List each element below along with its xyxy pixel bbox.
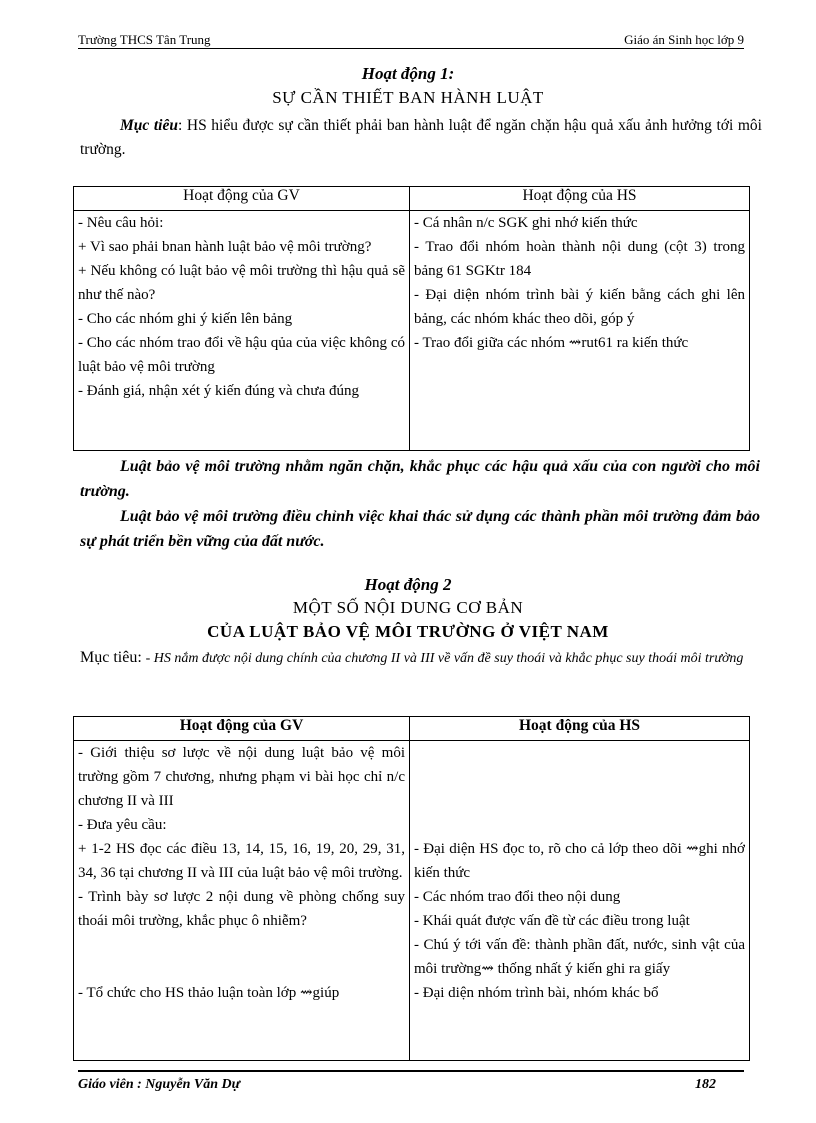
activity1-title: SỰ CẦN THIẾT BAN HÀNH LUẬT bbox=[272, 88, 544, 107]
gv-line: - Cho các nhóm trao đổi về hậu qủa của việc không có luật bảo vệ môi trường bbox=[78, 335, 405, 375]
gv-line: + 1-2 HS đọc các điều 13, 14, 15, 16, 19, 20, 29, 31, 34, 36 tại chương II và III của luật bảo vệ môi trường. bbox=[78, 841, 405, 881]
activity2-objective bbox=[80, 646, 762, 670]
gv-line: - Cho các nhóm ghi ý kiến lên bảng bbox=[78, 311, 293, 327]
hs-line: - Khái quát được vấn đề từ các điều trong luật bbox=[414, 913, 690, 929]
table1-hs-cell bbox=[410, 211, 750, 451]
gv-line: - Trình bày sơ lược 2 nội dung về phòng chống suy thoái môi trường, khắc phục ô nhiễm? bbox=[78, 889, 405, 929]
hs-line: - Đại diện HS đọc to, rõ cho cả lớp theo dõi ⇝ghi nhớ kiến thức bbox=[414, 841, 745, 881]
activity2-title-line2: CỦA LUẬT BẢO VỆ MÔI TRƯỜNG Ở VIỆT NAM bbox=[207, 622, 609, 641]
objective-label: Mục tiêu bbox=[120, 117, 178, 134]
activity2-heading: Hoạt động 2 bbox=[364, 575, 452, 594]
hs-line: - Đại diện nhóm trình bài, nhóm khác bổ bbox=[414, 985, 659, 1001]
table2-gv-cell bbox=[74, 741, 410, 1061]
gv-line: - Đánh giá, nhận xét ý kiến đúng và chưa đúng bbox=[78, 383, 359, 399]
teacher-label: Giáo viên : bbox=[78, 1077, 142, 1092]
school-name: Trường THCS Tân Trung bbox=[78, 32, 211, 47]
table2-hs-cell bbox=[410, 741, 750, 1061]
table1-header-hs: Hoạt động của HS bbox=[410, 187, 750, 211]
gv-line: - Đưa yêu cầu: bbox=[78, 817, 167, 833]
table2-header-gv: Hoạt động của GV bbox=[74, 717, 410, 741]
activity1-objective bbox=[80, 114, 762, 162]
hs-line: - Trao đổi nhóm hoàn thành nội dung (cột 3) trong bảng 61 SGKtr 184 bbox=[414, 239, 745, 279]
objective2-label: Mục tiêu: bbox=[80, 649, 142, 666]
table2-header-hs: Hoạt động của HS bbox=[410, 717, 750, 741]
activity1-heading: Hoạt động 1: bbox=[361, 64, 455, 83]
activity1-table bbox=[73, 186, 750, 451]
teacher-name: Nguyễn Văn Dự bbox=[145, 1077, 240, 1092]
gv-line: - Tổ chức cho HS thảo luận toàn lớp ⇝giúp bbox=[78, 985, 340, 1001]
hs-line: - Trao đổi giữa các nhóm ⇝rut61 ra kiến thức bbox=[414, 335, 689, 351]
hs-line: - Đại diện nhóm trình bài ý kiến bằng cách ghi lên bảng, các nhóm khác theo dõi, góp ý bbox=[414, 287, 745, 327]
page-header bbox=[78, 30, 744, 49]
conclusion-2: Luật bảo vệ môi trường điều chỉnh việc khai thác sử dụng các thành phần môi trường đảm bảo sự phát triển bền vững của đất nước. bbox=[80, 508, 760, 550]
activity2-title-line1: MỘT SỐ NỘI DUNG CƠ BẢN bbox=[292, 598, 524, 617]
table1-header-gv: Hoạt động của GV bbox=[74, 187, 410, 211]
table1-gv-cell bbox=[74, 211, 410, 451]
page-number: 182 bbox=[695, 1077, 716, 1092]
page-footer bbox=[78, 1070, 744, 1096]
gv-line: - Giới thiệu sơ lược về nội dung luật bảo vệ môi trường gồm 7 chương, nhưng phạm vi bài học chỉ n/c chương II và III bbox=[78, 745, 405, 809]
lesson-plan-title: Giáo án Sinh học lớp 9 bbox=[624, 32, 744, 47]
conclusion-1: Luật bảo vệ môi trường nhằm ngăn chặn, khắc phục các hậu quả xấu của con người cho môi trường. bbox=[80, 458, 760, 500]
hs-line: - Chú ý tới vấn đề: thành phần đất, nước, sinh vật của môi trường⇝ thống nhất ý kiến ghi ra giấy bbox=[414, 937, 745, 977]
hs-line: - Các nhóm trao đổi theo nội dung bbox=[414, 889, 621, 905]
gv-line: + Vì sao phải bnan hành luật bảo vệ môi trường? bbox=[78, 239, 372, 255]
objective2-text: - HS nắm được nội dung chính của chương II và III về vấn đề suy thoái và khắc phục suy thoái môi trường bbox=[145, 651, 744, 666]
gv-line: - Nêu câu hỏi: bbox=[78, 215, 164, 231]
activity2-table bbox=[73, 716, 750, 1061]
teacher-credit bbox=[78, 1077, 240, 1093]
objective-text: : HS hiểu được sự cần thiết phải ban hành luật để ngăn chặn hậu quả xấu ảnh hưởng tới môi trường. bbox=[80, 117, 762, 158]
hs-line: - Cá nhân n/c SGK ghi nhớ kiến thức bbox=[414, 215, 638, 231]
gv-line: + Nếu không có luật bảo vệ môi trường thì hậu quả sẽ như thế nào? bbox=[78, 263, 405, 303]
